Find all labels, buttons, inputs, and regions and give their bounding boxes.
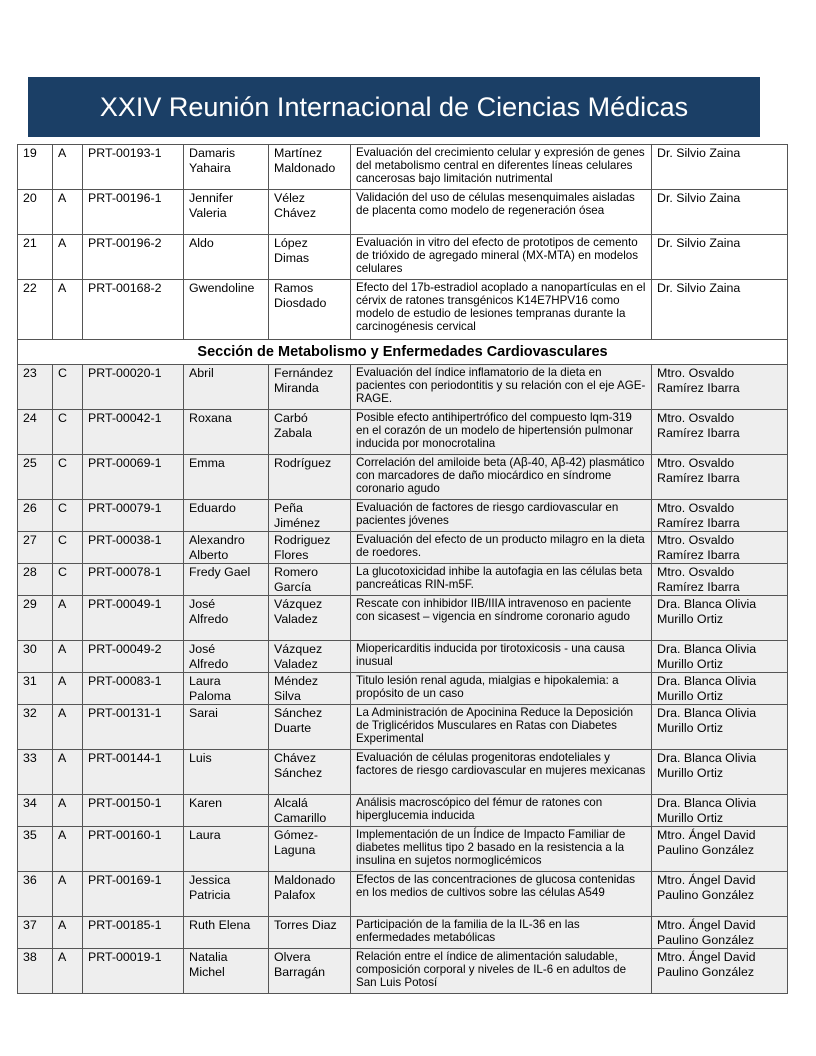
cell-poster-title: Rescate con inhibidor IIB/IIIA intravenoso en paciente con sicasest – vigencia en síndrome coronario agudo (351, 596, 652, 641)
cell-last-name: Gómez- Laguna (269, 827, 351, 872)
cell-type: A (53, 705, 83, 750)
cell-advisor: Dr. Silvio Zaina (652, 145, 788, 190)
cell-first-name: Aldo (184, 235, 269, 280)
cell-first-name: Luis (184, 750, 269, 795)
cell-poster-title: Participación de la familia de la IL-36 en las enfermedades metabólicas (351, 917, 652, 949)
table-row (18, 455, 788, 500)
cell-type: C (53, 532, 83, 564)
cell-poster-title: Análisis macroscópico del fémur de ratones con hiperglucemia inducida (351, 795, 652, 827)
cell-last-name: Sánchez Duarte (269, 705, 351, 750)
cell-first-name: Alexandro Alberto (184, 532, 269, 564)
cell-code: PRT-00144-1 (83, 750, 184, 795)
cell-type: A (53, 673, 83, 705)
section-header-row (18, 340, 788, 365)
cell-poster-title: Evaluación de factores de riesgo cardiovascular en pacientes jóvenes (351, 500, 652, 532)
cell-type: C (53, 455, 83, 500)
cell-poster-title: La Administración de Apocinina Reduce la Deposición de Triglicéridos Musculares en Ratas con Diabetes Experimental (351, 705, 652, 750)
cell-code: PRT-00131-1 (83, 705, 184, 750)
cell-first-name: Eduardo (184, 500, 269, 532)
cell-last-name: Martínez Maldonado (269, 145, 351, 190)
cell-first-name: Jennifer Valeria (184, 190, 269, 235)
cell-poster-title: Implementación de un Índice de Impacto Familiar de diabetes mellitus tipo 2 basado en la resistencia a la insulina en sujetos normoglicémicos (351, 827, 652, 872)
cell-code: PRT-00169-1 (83, 872, 184, 917)
cell-first-name: Sarai (184, 705, 269, 750)
cell-number: 26 (18, 500, 53, 532)
cell-last-name: Torres Diaz (269, 917, 351, 949)
cell-first-name: Karen (184, 795, 269, 827)
cell-poster-title: Evaluación in vitro del efecto de prototipos de cemento de trióxido de agregado mineral (MX-MTA) en modelos celulares (351, 235, 652, 280)
cell-code: PRT-00196-1 (83, 190, 184, 235)
cell-number: 27 (18, 532, 53, 564)
table-row (18, 827, 788, 872)
cell-code: PRT-00196-2 (83, 235, 184, 280)
table-row (18, 705, 788, 750)
cell-code: PRT-00020-1 (83, 365, 184, 410)
cell-advisor: Mtro. Osvaldo Ramírez Ibarra (652, 500, 788, 532)
cell-number: 30 (18, 641, 53, 673)
poster-schedule-table (17, 144, 788, 994)
cell-advisor: Mtro. Osvaldo Ramírez Ibarra (652, 410, 788, 455)
cell-last-name: Vélez Chávez (269, 190, 351, 235)
cell-type: A (53, 280, 83, 340)
cell-number: 38 (18, 949, 53, 994)
cell-code: PRT-00042-1 (83, 410, 184, 455)
cell-code: PRT-00083-1 (83, 673, 184, 705)
cell-number: 31 (18, 673, 53, 705)
cell-type: C (53, 410, 83, 455)
cell-poster-title: Evaluación de células progenitoras endoteliales y factores de riesgo cardiovascular en mujeres mexicanas (351, 750, 652, 795)
cell-advisor: Mtro. Osvaldo Ramírez Ibarra (652, 532, 788, 564)
cell-code: PRT-00049-2 (83, 641, 184, 673)
cell-last-name: Peña Jiménez (269, 500, 351, 532)
cell-type: A (53, 145, 83, 190)
cell-code: PRT-00019-1 (83, 949, 184, 994)
cell-number: 20 (18, 190, 53, 235)
cell-last-name: Carbó Zabala (269, 410, 351, 455)
cell-type: A (53, 949, 83, 994)
cell-last-name: Ramos Diosdado (269, 280, 351, 340)
cell-number: 25 (18, 455, 53, 500)
table-row (18, 949, 788, 994)
cell-number: 22 (18, 280, 53, 340)
table-row (18, 750, 788, 795)
cell-advisor: Dr. Silvio Zaina (652, 190, 788, 235)
cell-number: 35 (18, 827, 53, 872)
table-row (18, 596, 788, 641)
table-row (18, 190, 788, 235)
cell-type: A (53, 235, 83, 280)
cell-type: A (53, 190, 83, 235)
cell-poster-title: La glucotoxicidad inhibe la autofagia en las células beta pancreáticas RIN-m5F. (351, 564, 652, 596)
cell-type: C (53, 564, 83, 596)
table-row (18, 500, 788, 532)
cell-first-name: José Alfredo (184, 641, 269, 673)
cell-number: 24 (18, 410, 53, 455)
cell-advisor: Dra. Blanca Olivia Murillo Ortiz (652, 795, 788, 827)
cell-poster-title: Evaluación del efecto de un producto milagro en la dieta de roedores. (351, 532, 652, 564)
cell-first-name: Abril (184, 365, 269, 410)
cell-number: 36 (18, 872, 53, 917)
cell-first-name: José Alfredo (184, 596, 269, 641)
cell-poster-title: Validación del uso de células mesenquimales aisladas de placenta como modelo de regeneración ósea (351, 190, 652, 235)
cell-advisor: Dra. Blanca Olivia Murillo Ortiz (652, 596, 788, 641)
cell-poster-title: Efectos de las concentraciones de glucosa contenidas en los medios de cultivos sobre las células A549 (351, 872, 652, 917)
cell-advisor: Mtro. Osvaldo Ramírez Ibarra (652, 455, 788, 500)
table-row (18, 235, 788, 280)
table-row (18, 795, 788, 827)
cell-poster-title: Evaluación del crecimiento celular y expresión de genes del metabolismo central en diferentes líneas celulares cancerosas bajo limitación nutrimental (351, 145, 652, 190)
cell-poster-title: Correlación del amiloide beta (Aβ-40, Aβ-42) plasmático con marcadores de daño miocárdico en síndrome coronario agudo (351, 455, 652, 500)
cell-poster-title: Efecto del 17b-estradiol acoplado a nanopartículas en el cérvix de ratones transgénicos K14E7HPV16 como modelo de estudio de lesiones tempranas durante la carcinogénesis cervical (351, 280, 652, 340)
cell-last-name: Rodríguez (269, 455, 351, 500)
cell-first-name: Laura (184, 827, 269, 872)
cell-code: PRT-00069-1 (83, 455, 184, 500)
cell-first-name: Jessica Patricia (184, 872, 269, 917)
cell-advisor: Mtro. Osvaldo Ramírez Ibarra (652, 564, 788, 596)
table-row (18, 872, 788, 917)
cell-poster-title: Evaluación del índice inflamatorio de la dieta en pacientes con periodontitis y su relación con el eje AGE-RAGE. (351, 365, 652, 410)
cell-number: 29 (18, 596, 53, 641)
cell-type: C (53, 365, 83, 410)
cell-last-name: Maldonado Palafox (269, 872, 351, 917)
cell-first-name: Roxana (184, 410, 269, 455)
cell-code: PRT-00038-1 (83, 532, 184, 564)
cell-number: 34 (18, 795, 53, 827)
cell-poster-title: Titulo lesión renal aguda, mialgias e hipokalemia: a propósito de un caso (351, 673, 652, 705)
cell-number: 37 (18, 917, 53, 949)
cell-number: 32 (18, 705, 53, 750)
section-header-body (18, 340, 788, 365)
cell-code: PRT-00049-1 (83, 596, 184, 641)
cell-type: A (53, 641, 83, 673)
cell-advisor: Mtro. Ángel David Paulino González (652, 917, 788, 949)
cell-last-name: Méndez Silva (269, 673, 351, 705)
cell-code: PRT-00193-1 (83, 145, 184, 190)
cell-advisor: Mtro. Ángel David Paulino González (652, 949, 788, 994)
cell-last-name: Vázquez Valadez (269, 596, 351, 641)
page-title: XXIV Reunión Internacional de Ciencias Médicas (99, 91, 689, 122)
cell-last-name: López Dimas (269, 235, 351, 280)
cell-poster-title: Posible efecto antihipertrófico del compuesto lqm-319 en el corazón de un modelo de hipertensión pulmonar inducida por monocrotalina (351, 410, 652, 455)
cell-poster-title: Miopericarditis inducida por tirotoxicosis - una causa inusual (351, 641, 652, 673)
cell-type: A (53, 750, 83, 795)
cell-code: PRT-00079-1 (83, 500, 184, 532)
cell-first-name: Emma (184, 455, 269, 500)
cell-number: 28 (18, 564, 53, 596)
cell-last-name: Fernández Miranda (269, 365, 351, 410)
cell-advisor: Dra. Blanca Olivia Murillo Ortiz (652, 673, 788, 705)
cell-type: C (53, 500, 83, 532)
table-row (18, 917, 788, 949)
cell-last-name: Olvera Barragán (269, 949, 351, 994)
cell-advisor: Dra. Blanca Olivia Murillo Ortiz (652, 641, 788, 673)
section-title: Sección de Metabolismo y Enfermedades Cardiovasculares (18, 340, 788, 365)
table-row (18, 280, 788, 340)
table-row (18, 564, 788, 596)
cell-type: A (53, 827, 83, 872)
table-row (18, 673, 788, 705)
cell-first-name: Natalia Michel (184, 949, 269, 994)
cell-advisor: Dr. Silvio Zaina (652, 280, 788, 340)
table-row (18, 145, 788, 190)
cell-first-name: Ruth Elena (184, 917, 269, 949)
cell-code: PRT-00168-2 (83, 280, 184, 340)
table-body-bottom (18, 365, 788, 994)
cell-type: A (53, 795, 83, 827)
cell-first-name: Damaris Yahaira (184, 145, 269, 190)
cell-last-name: Vázquez Valadez (269, 641, 351, 673)
cell-advisor: Mtro. Ángel David Paulino González (652, 827, 788, 872)
table-row (18, 532, 788, 564)
cell-code: PRT-00160-1 (83, 827, 184, 872)
cell-code: PRT-00150-1 (83, 795, 184, 827)
cell-code: PRT-00078-1 (83, 564, 184, 596)
cell-type: A (53, 596, 83, 641)
table-row (18, 641, 788, 673)
cell-number: 33 (18, 750, 53, 795)
cell-advisor: Dra. Blanca Olivia Murillo Ortiz (652, 750, 788, 795)
table-row (18, 365, 788, 410)
cell-last-name: Romero García (269, 564, 351, 596)
table-body-top (18, 145, 788, 340)
cell-advisor: Mtro. Ángel David Paulino González (652, 872, 788, 917)
cell-advisor: Mtro. Osvaldo Ramírez Ibarra (652, 365, 788, 410)
cell-last-name: Chávez Sánchez (269, 750, 351, 795)
table-row (18, 410, 788, 455)
cell-number: 23 (18, 365, 53, 410)
cell-last-name: Rodriguez Flores (269, 532, 351, 564)
cell-poster-title: Relación entre el índice de alimentación saludable, composición corporal y niveles de IL-6 en adultos de San Luis Potosí (351, 949, 652, 994)
cell-code: PRT-00185-1 (83, 917, 184, 949)
page-header-banner (28, 77, 760, 137)
cell-last-name: Alcalá Camarillo (269, 795, 351, 827)
cell-type: A (53, 917, 83, 949)
cell-first-name: Gwendoline (184, 280, 269, 340)
cell-first-name: Fredy Gael (184, 564, 269, 596)
cell-number: 21 (18, 235, 53, 280)
cell-number: 19 (18, 145, 53, 190)
cell-advisor: Dr. Silvio Zaina (652, 235, 788, 280)
cell-type: A (53, 872, 83, 917)
cell-first-name: Laura Paloma (184, 673, 269, 705)
cell-advisor: Dra. Blanca Olivia Murillo Ortiz (652, 705, 788, 750)
